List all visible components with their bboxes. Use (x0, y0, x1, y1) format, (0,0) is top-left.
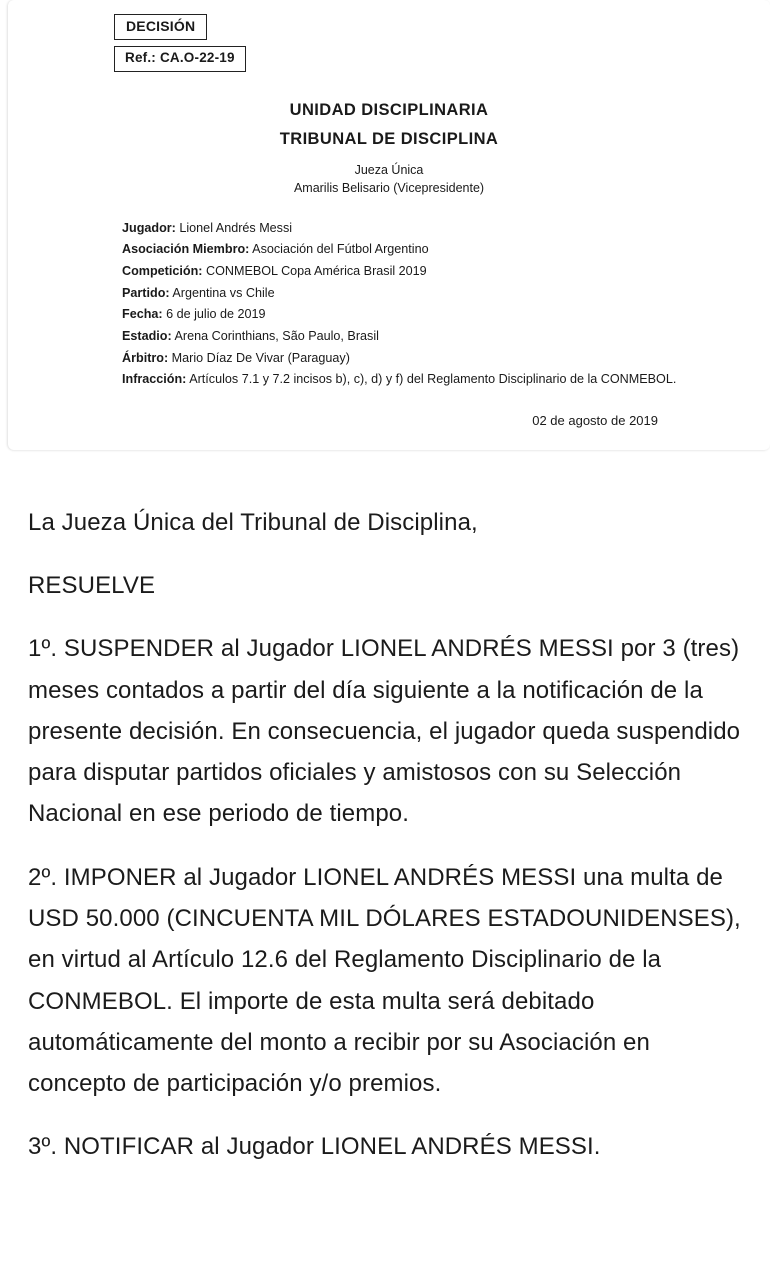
case-metadata-list (122, 218, 770, 391)
metadata-label: Fecha: (122, 307, 163, 322)
metadata-row-date (122, 304, 770, 326)
metadata-value: Artículos 7.1 y 7.2 incisos b), c), d) y f) del Reglamento Disciplinario de la CONMEBOL. (189, 372, 677, 387)
body-paragraph-item-2: 2º. IMPONER al Jugador LIONEL ANDRÉS MESSI una multa de USD 50.000 (CINCUENTA MIL DÓLARES ESTADOUNIDENSES), en virtud al Artículo 12.6 del Reglamento Disciplinario de la CONMEBOL. El importe de esta multa será debitado automáticamente del monto a recibir por su Asociación en concepto de participación y/o premios. (28, 863, 741, 1098)
decision-tag: DECISIÓN (114, 14, 207, 40)
metadata-value: Arena Corinthians, São Paulo, Brasil (174, 328, 379, 343)
metadata-label: Asociación Miembro: (122, 242, 250, 257)
metadata-row-association (122, 239, 770, 261)
metadata-row-infraction (122, 369, 770, 391)
document-header (8, 98, 770, 197)
metadata-row-player (122, 218, 770, 240)
metadata-value: CONMEBOL Copa América Brasil 2019 (205, 263, 427, 278)
decision-tag-row (114, 14, 770, 40)
metadata-row-stadium (122, 326, 770, 348)
body-paragraph-item-3: 3º. NOTIFICAR al Jugador LIONEL ANDRÉS MESSI. (28, 1133, 601, 1161)
metadata-label: Estadio: (122, 328, 172, 343)
metadata-value: 6 de julio de 2019 (166, 307, 266, 322)
metadata-label: Partido: (122, 285, 170, 300)
document-page (8, 0, 770, 450)
metadata-label: Árbitro: (122, 350, 169, 365)
header-organization-unit: UNIDAD DISCIPLINARIA (289, 101, 489, 120)
metadata-label: Competición: (122, 263, 203, 278)
body-paragraph-item-1: 1º. SUSPENDER al Jugador LIONEL ANDRÉS MESSI por 3 (tres) meses contados a partir del día siguiente a la notificación de la presente decisión. En consecuencia, el jugador queda suspendido para disputar partidos oficiales y amistosos con su Selección Nacional en ese periodo de tiempo. (28, 635, 741, 828)
document-date: 02 de agosto de 2019 (532, 412, 658, 428)
header-judge-role: Jueza Única (354, 163, 424, 178)
metadata-row-match (122, 283, 770, 305)
metadata-row-competition (122, 261, 770, 283)
metadata-value: Lionel Andrés Messi (179, 220, 293, 235)
header-tribunal: TRIBUNAL DE DISCIPLINA (279, 129, 499, 148)
reference-tag: Ref.: CA.O-22-19 (114, 46, 246, 72)
article-body (28, 502, 742, 1168)
body-paragraph-resolves: RESUELVE (28, 572, 156, 600)
body-paragraph-intro: La Jueza Única del Tribunal de Disciplina, (28, 508, 478, 536)
metadata-label: Jugador: (122, 220, 176, 235)
metadata-value: Asociación del Fútbol Argentino (252, 242, 429, 257)
metadata-value: Mario Díaz De Vivar (Paraguay) (171, 350, 350, 365)
header-judge-name: Amarilis Belisario (Vicepresidente) (293, 181, 485, 196)
metadata-label: Infracción: (122, 372, 187, 387)
scanned-document-image (0, 0, 770, 450)
metadata-value: Argentina vs Chile (172, 285, 275, 300)
reference-tag-row (114, 46, 770, 72)
metadata-row-referee (122, 348, 770, 370)
